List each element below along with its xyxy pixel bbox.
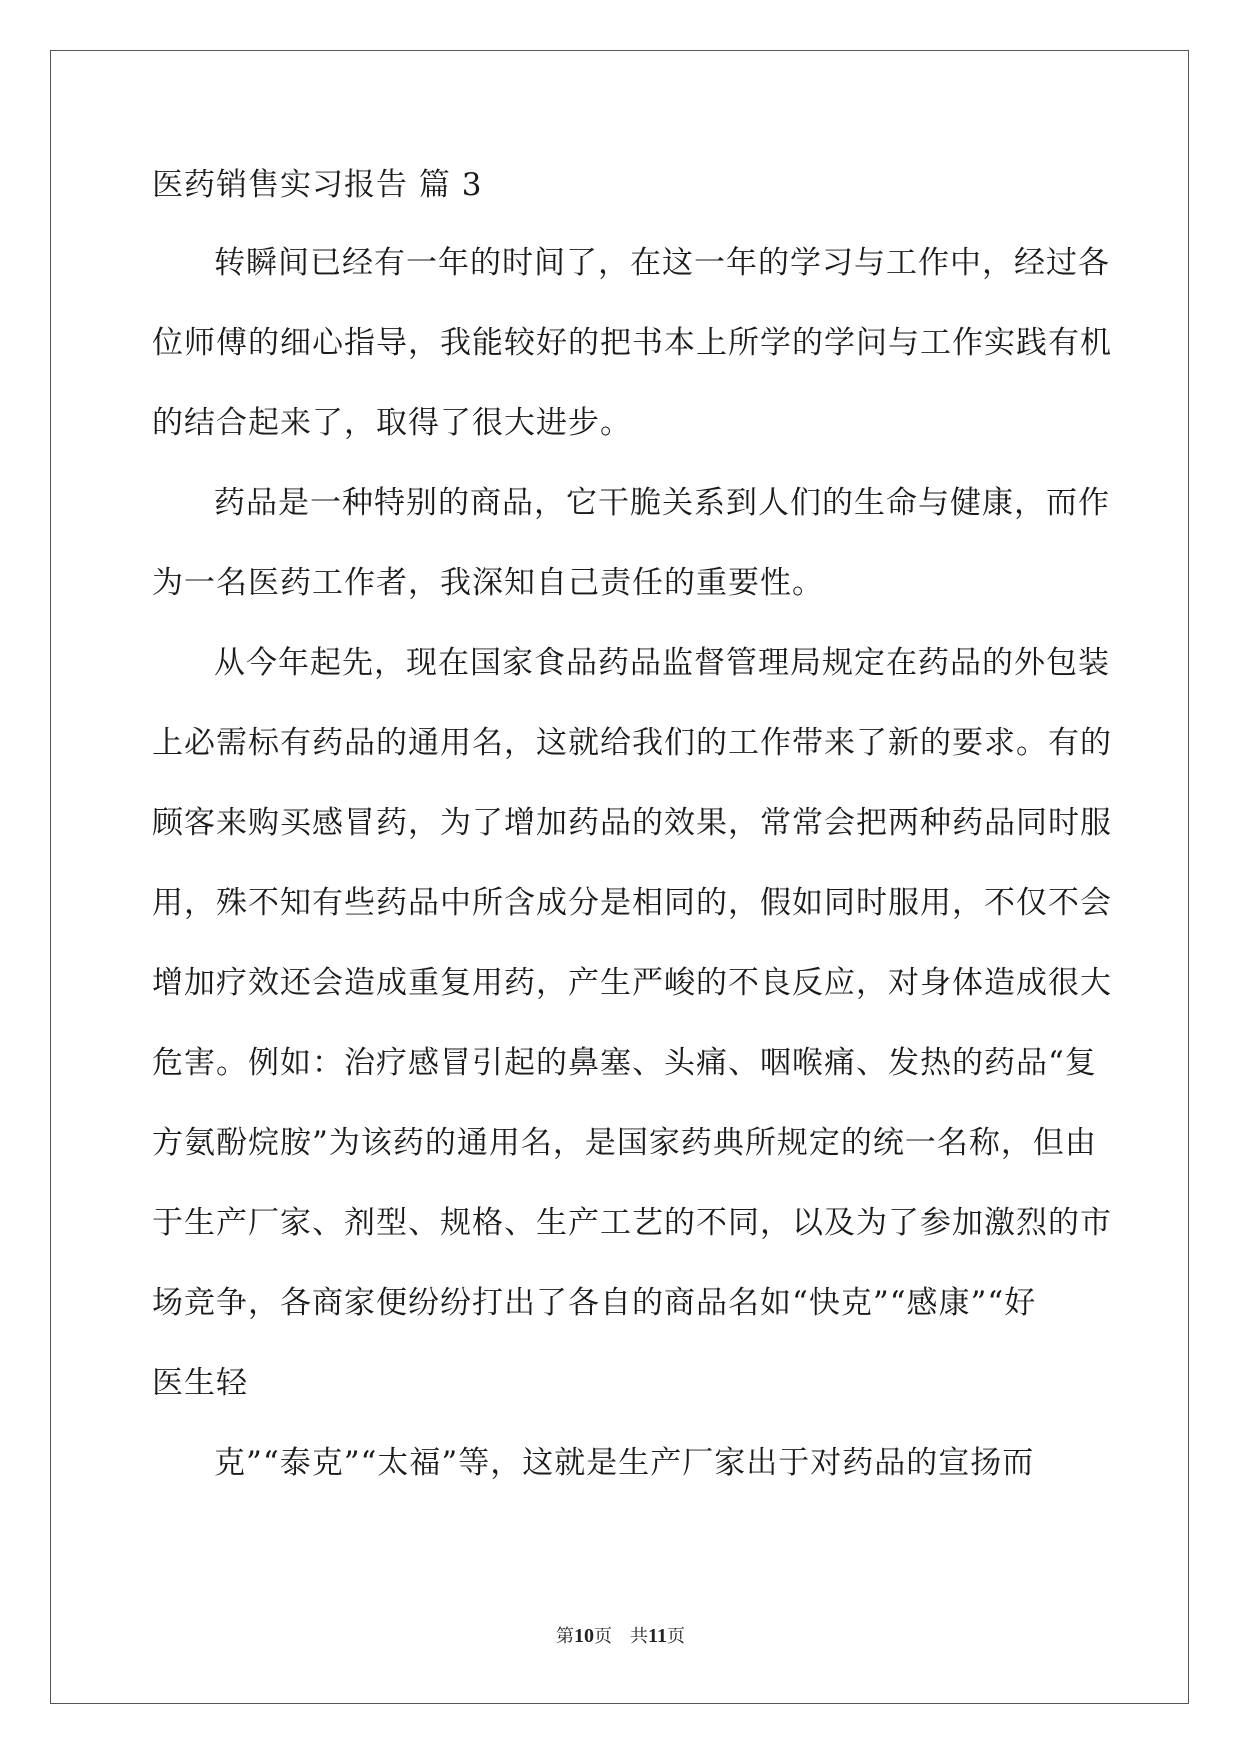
paragraph-line: 于生产厂家、剂型、规格、生产工艺的不同，以及为了参加激烈的市 (152, 1205, 1112, 1241)
document-body (152, 160, 1112, 1518)
paragraph-line: 医生轻 (152, 1365, 248, 1401)
paragraph-line: 场竞争，各商家便纷纷打出了各自的商品名如“快克”“感康”“好 (152, 1285, 1037, 1321)
footer-middle: 页 共 (594, 1626, 649, 1647)
paragraph-line: 克”“泰克”“太福”等，这就是生产厂家出于对药品的宣扬而 (214, 1445, 1035, 1481)
page-footer (0, 1624, 1241, 1649)
paragraph-line: 转瞬间已经有一年的时间了，在这一年的学习与工作中，经过各 (214, 245, 1110, 281)
paragraph-line: 的结合起来了，取得了很大进步。 (152, 405, 632, 441)
paragraph-line: 方氨酚烷胺”为该药的通用名，是国家药典所规定的统一名称，但由 (152, 1125, 1097, 1161)
paragraph-line: 药品是一种特别的商品，它干脆关系到人们的生命与健康，而作 (214, 485, 1110, 521)
document-title: 医药销售实习报告 篇 3 (152, 167, 483, 203)
paragraph-line: 增加疗效还会造成重复用药，产生严峻的不良反应，对身体造成很大 (152, 965, 1112, 1001)
total-page-number: 11 (648, 1625, 667, 1647)
paragraph-line: 上必需标有药品的通用名，这就给我们的工作带来了新的要求。有的 (152, 725, 1112, 761)
footer-suffix: 页 (666, 1626, 685, 1647)
paragraph-line: 位师傅的细心指导，我能较好的把书本上所学的学问与工作实践有机 (152, 325, 1112, 361)
paragraph-line: 用，殊不知有些药品中所含成分是相同的，假如同时服用，不仅不会 (152, 885, 1112, 921)
current-page-number: 10 (574, 1625, 595, 1647)
paragraph-line: 为一名医药工作者，我深知自己责任的重要性。 (152, 565, 824, 601)
paragraph-line: 从今年起先，现在国家食品药品监督管理局规定在药品的外包装 (214, 645, 1110, 681)
paragraph-line: 顾客来购买感冒药，为了增加药品的效果，常常会把两种药品同时服 (152, 805, 1112, 841)
paragraph-line: 危害。例如：治疗感冒引起的鼻塞、头痛、咽喉痛、发热的药品“复 (152, 1045, 1097, 1081)
footer-prefix: 第 (556, 1626, 575, 1647)
